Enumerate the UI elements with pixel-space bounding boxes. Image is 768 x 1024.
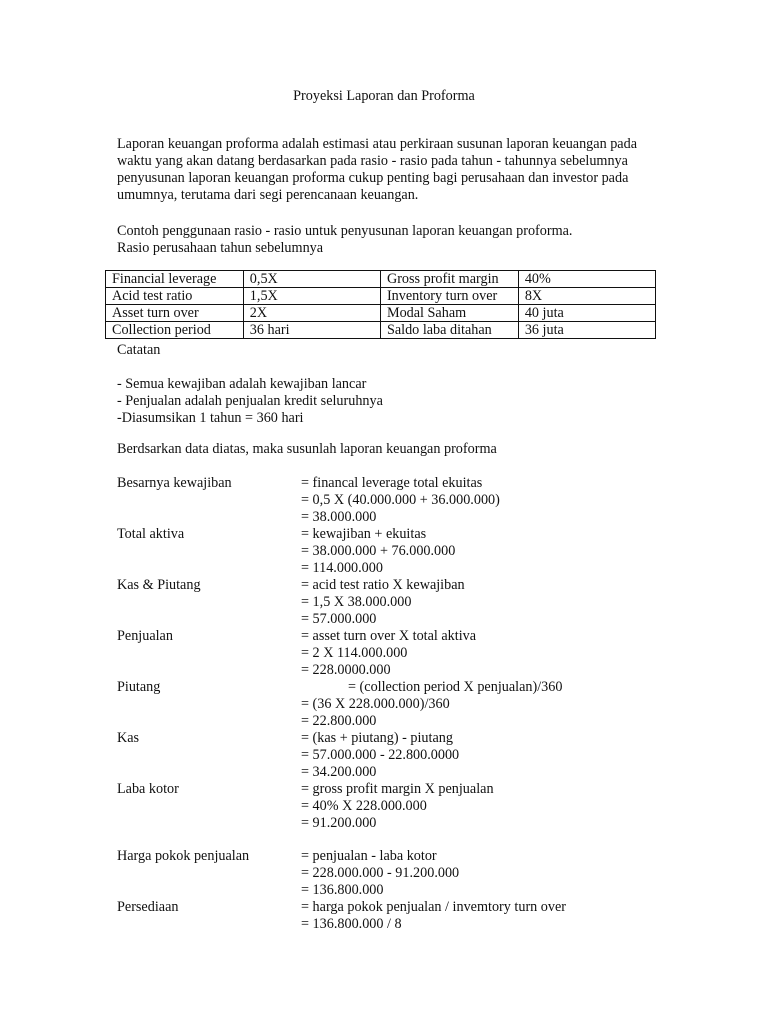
calculation-line: = 1,5 X 38.000.000 (301, 594, 412, 610)
calculation-row (117, 560, 677, 577)
ratio-table-cell: 0,5X (243, 271, 380, 288)
calculation-line: = 57.000.000 (301, 611, 377, 627)
calculation-row (117, 492, 677, 509)
calculation-row (117, 509, 677, 526)
example-line: Rasio perusahaan tahun sebelumnya (117, 240, 324, 256)
ratio-table-row (106, 271, 656, 288)
calculation-row (117, 594, 677, 611)
calculation-line: = 228.0000.000 (301, 662, 391, 678)
calculation-row (117, 713, 677, 730)
ratio-table-cell: 40 juta (518, 305, 655, 322)
calculation-row (117, 815, 677, 832)
calculation-label: Penjualan (117, 628, 173, 644)
calculation-line: = 38.000.000 + 76.000.000 (301, 543, 456, 559)
calculation-label: Persediaan (117, 899, 179, 915)
ratio-table-cell: 36 hari (243, 322, 380, 339)
calculation-row (117, 543, 677, 560)
calculation-line: = financal leverage total ekuitas (301, 475, 483, 491)
calculation-row (117, 747, 677, 764)
calculation-row (117, 679, 677, 696)
calculation-line: = (collection period X penjualan)/360 (348, 679, 563, 695)
calculation-line: = 40% X 228.000.000 (301, 798, 427, 814)
calculation-label: Harga pokok penjualan (117, 848, 250, 864)
calculation-line: = 136.800.000 (301, 882, 384, 898)
calculation-label: Kas & Piutang (117, 577, 201, 593)
ratio-table-cell: Collection period (106, 322, 244, 339)
calculations-section (117, 475, 677, 933)
calculation-line: = 136.800.000 / 8 (301, 916, 402, 932)
intro-paragraph: Laporan keuangan proforma adalah estimasi atau perkiraan susunan laporan keuangan pada waktu yang akan datang berdasarkan pada rasio - rasio pada tahun - tahunnya sebelumnya penyusunan laporan keuangan proforma cukup penting bagi perusahaan dan investor pada umumnya, terutama dari segi perencanaan keuangan. (117, 136, 637, 203)
calculation-row (117, 645, 677, 662)
calculation-row (117, 577, 677, 594)
calculation-row (117, 916, 677, 933)
ratio-table-cell: Saldo laba ditahan (380, 322, 518, 339)
instruction-text: Berdsarkan data diatas, maka susunlah laporan keuangan proforma (117, 441, 497, 457)
ratio-table-row (106, 305, 656, 322)
calculation-row (117, 730, 677, 747)
ratio-table-cell: 36 juta (518, 322, 655, 339)
calculation-line: = 34.200.000 (301, 764, 377, 780)
calculation-line: = (kas + piutang) - piutang (301, 730, 453, 746)
calculation-line: = harga pokok penjualan / invemtory turn over (301, 899, 567, 915)
calculation-label: Kas (117, 730, 140, 746)
ratio-table-cell: Gross profit margin (380, 271, 518, 288)
calculation-row (117, 611, 677, 628)
calculation-line: = 114.000.000 (301, 560, 383, 576)
calculation-line: = penjualan - laba kotor (301, 848, 437, 864)
calculation-line: = 22.800.000 (301, 713, 377, 729)
ratio-table-cell: Financial leverage (106, 271, 244, 288)
note-item: - Semua kewajiban adalah kewajiban lancar (117, 376, 367, 392)
calculation-row (117, 865, 677, 882)
ratio-table-cell: Acid test ratio (106, 288, 244, 305)
calculation-label: Piutang (117, 679, 161, 695)
calculation-line: = (36 X 228.000.000)/360 (301, 696, 450, 712)
ratio-table (105, 270, 656, 339)
calculation-row (117, 798, 677, 815)
calculation-line: = 0,5 X (40.000.000 + 36.000.000) (301, 492, 500, 508)
calculation-label: Besarnya kewajiban (117, 475, 232, 491)
calculation-label: Total aktiva (117, 526, 185, 542)
ratio-table-cell: 1,5X (243, 288, 380, 305)
ratio-table-cell: Modal Saham (380, 305, 518, 322)
calculation-line: = 38.000.000 (301, 509, 377, 525)
ratio-table-row (106, 288, 656, 305)
example-paragraph (117, 223, 662, 257)
calculation-label: Laba kotor (117, 781, 179, 797)
notes-title: Catatan (117, 342, 161, 358)
calculation-line: = acid test ratio X kewajiban (301, 577, 465, 593)
calculation-line: = 2 X 114.000.000 (301, 645, 408, 661)
calculation-row (117, 899, 677, 916)
calculation-row (117, 764, 677, 781)
calculation-line: = kewajiban + ekuitas (301, 526, 427, 542)
ratio-table-row (106, 322, 656, 339)
calculation-line: = 57.000.000 - 22.800.0000 (301, 747, 460, 763)
calculation-row (117, 628, 677, 645)
calculation-line: = asset turn over X total aktiva (301, 628, 477, 644)
calculation-row (117, 696, 677, 713)
notes-section (117, 342, 383, 427)
calculation-line: = 228.000.000 - 91.200.000 (301, 865, 460, 881)
calculation-row (117, 662, 677, 679)
ratio-table-cell: Asset turn over (106, 305, 244, 322)
calculation-line: = gross profit margin X penjualan (301, 781, 494, 797)
note-item: -Diasumsikan 1 tahun = 360 hari (117, 410, 304, 426)
ratio-table-cell: 8X (518, 288, 655, 305)
calculation-row (117, 475, 677, 492)
calculation-row (117, 882, 677, 899)
document-title: Proyeksi Laporan dan Proforma (293, 88, 475, 104)
calculation-row (117, 526, 677, 543)
ratio-table-cell: 40% (518, 271, 655, 288)
ratio-table-cell: Inventory turn over (380, 288, 518, 305)
note-item: - Penjualan adalah penjualan kredit seluruhnya (117, 393, 383, 409)
example-line: Contoh penggunaan rasio - rasio untuk penyusunan laporan keuangan proforma. (117, 223, 573, 239)
calculation-line: = 91.200.000 (301, 815, 377, 831)
ratio-table-cell: 2X (243, 305, 380, 322)
calculation-row (117, 848, 677, 865)
calculation-row (117, 781, 677, 798)
